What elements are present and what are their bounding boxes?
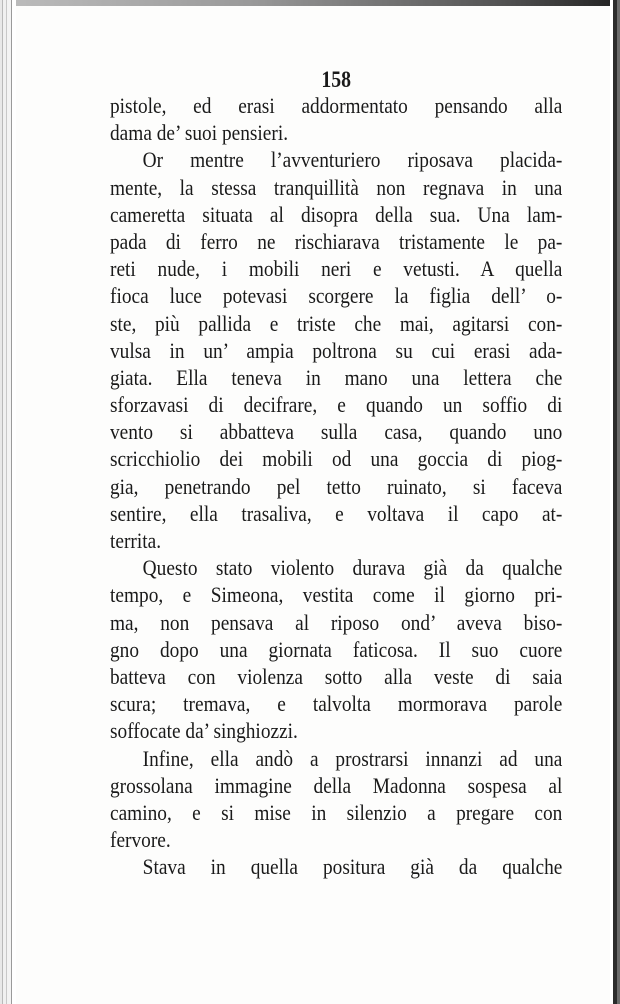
text-line: Infine, ella andò a prostrarsi innanzi ad una (142, 745, 563, 771)
text-line: pada di ferro ne rischiarava tristamente le pa- (110, 228, 563, 254)
text-line: mente, la stessa tranquillità non regnava in una (110, 174, 563, 200)
text-line: ma, non pensava al riposo ond’ aveva biso- (110, 609, 563, 635)
text-line: giata. Ella teneva in mano una lettera che (110, 364, 563, 390)
book-binding-edge (0, 0, 16, 1004)
text-line: grossolana immagine della Madonna sospesa al (110, 772, 563, 798)
text-line: cameretta situata al disopra della sua. Una lam- (110, 201, 563, 227)
text-line: fioca luce potevasi scorgere la figlia dell’ o- (110, 283, 563, 309)
text-line: batteva con violenza sotto alla veste di saia (110, 663, 563, 689)
text-line: territa. (110, 528, 162, 553)
text-line: dama de’ suoi pensieri. (110, 120, 289, 146)
text-line: fervore. (110, 827, 171, 853)
text-line: sentire, ella trasaliva, e voltava il capo at- (110, 500, 563, 526)
page-top-edge (0, 0, 620, 6)
text-line: pistole, ed erasi addormentato pensando alla (110, 93, 563, 118)
text-line: Or mentre l’avventuriero riposava placida- (142, 147, 563, 173)
text-line: scura; tremava, e talvolta mormorava parole (110, 691, 563, 717)
text-line: reti nude, i mobili neri e vetusti. A quella (110, 256, 563, 282)
text-body (110, 62, 562, 880)
text-line: ste, più pallida e triste che mai, agitarsi con- (110, 310, 563, 336)
text-line: vulsa in un’ ampia poltrona su cui erasi ada- (110, 337, 563, 363)
text-line: Stava in quella positura già da qualche (142, 854, 563, 880)
page-number: 158 (321, 67, 352, 92)
page-right-edge (610, 0, 620, 1004)
text-line: scricchiolio dei mobili od una goccia di piog- (110, 446, 563, 472)
text-line: gno dopo una giornata faticosa. Il suo cuore (110, 636, 563, 662)
text-line: tempo, e Simeona, vestita come il giorno pri- (110, 582, 563, 608)
text-line: gia, penetrando pel tetto ruinato, si faceva (110, 473, 563, 499)
text-line: camino, e si mise in silenzio a pregare con (110, 799, 563, 825)
text-line: vento si abbatteva sulla casa, quando uno (110, 419, 563, 445)
text-line: sforzavasi di decifrare, e quando un soffio di (110, 392, 563, 418)
text-line: Questo stato violento durava già da qualche (142, 555, 563, 581)
page-text-block (110, 62, 563, 880)
text-line: soffocate da’ singhiozzi. (110, 718, 298, 744)
